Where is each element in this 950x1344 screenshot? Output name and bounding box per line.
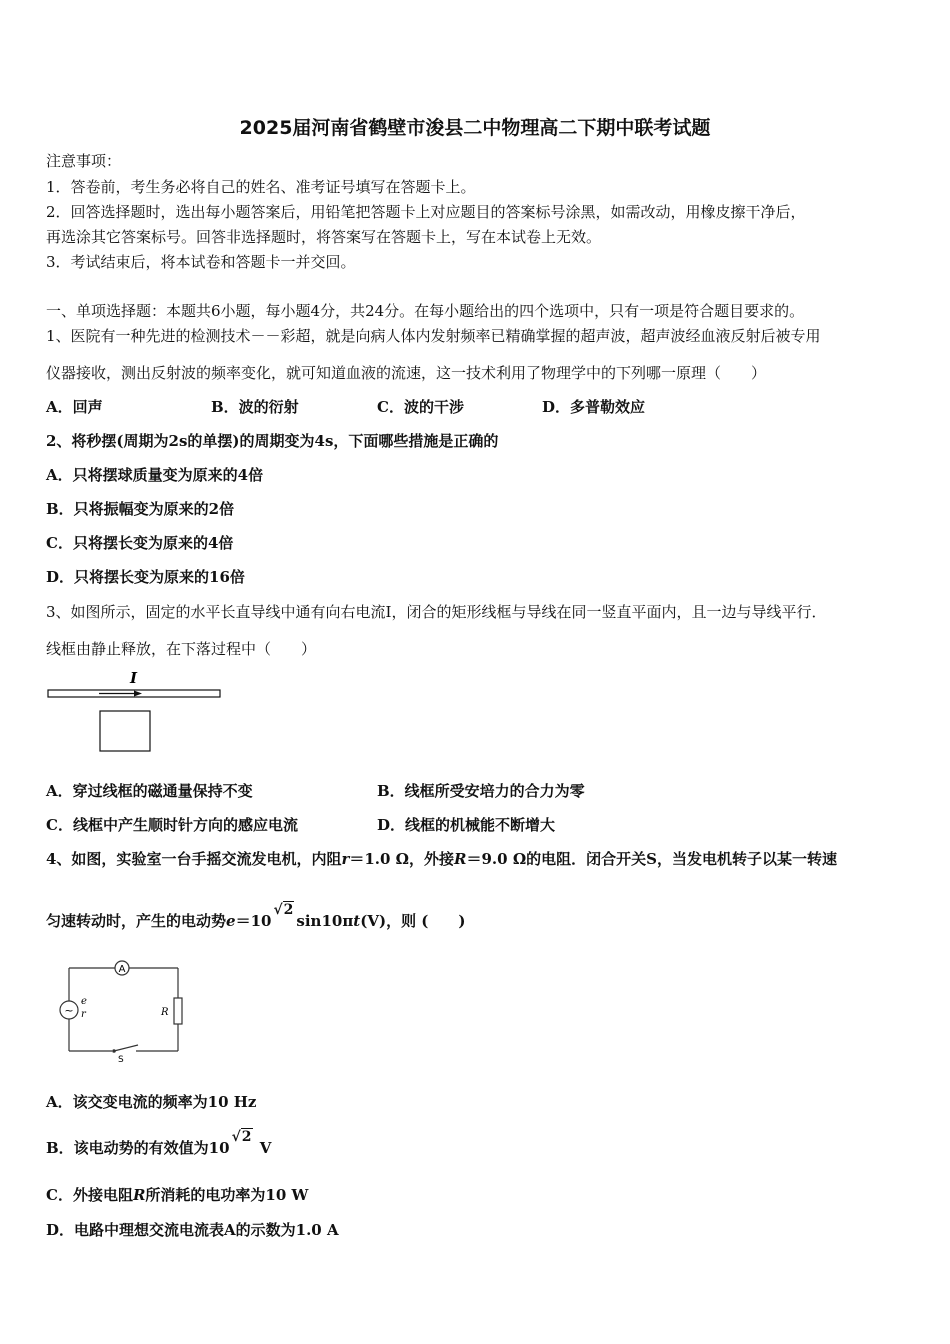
q3-option-d: D．线框的机械能不断增大 [377,816,556,834]
q3-option-a: A．穿过线框的磁通量保持不变 [46,782,253,800]
q2-option-b: B．只将振幅变为原来的2倍 [46,500,235,518]
q2-stem: 2、将秒摆(周期为2s的单摆)的周期变为4s，下面哪些措施是正确的 [46,432,499,450]
q1-stem-line1: 1、医院有一种先进的检测技术－－彩超，就是向病人体内发射频率已精确掌握的超声波，超声波经血液反射后被专用 [46,327,821,345]
q4-option-c: C．外接电阻R所消耗的电功率为10 W [46,1186,309,1204]
internal-resistance-label: r [81,1009,86,1020]
current-label: I [130,669,138,687]
q1-stem-line2: 仪器接收，测出反射波的频率变化，就可知道血液的流速，这一技术利用了物理学中的下列哪一原理（ ） [46,364,767,382]
q4-stem-line2: 匀速转动时，产生的电动势e＝10√2sin10πt(V)，则 ( ) [46,902,466,930]
ac-wave-icon: ~ [64,1004,74,1017]
q1-option-a: A．回声 [46,398,103,416]
notice-heading: 注意事项： [46,152,122,170]
resistor-label: R [161,1007,169,1018]
notice-item-2: 2．回答选择题时，选出每小题答案后，用铅笔把答题卡上对应题目的答案标号涂黑，如需改动，用橡皮擦干净后， [46,203,806,221]
notice-item-3: 3．考试结束后，将本试卷和答题卡一并交回。 [46,253,356,271]
rectangular-loop [100,711,150,751]
q3-option-c: C．线框中产生顺时针方向的感应电流 [46,816,298,834]
q4-option-b: B．该电动势的有效值为10√2 V [46,1129,272,1157]
q3-option-b: B．线框所受安培力的合力为零 [377,782,585,800]
q4-option-d: D．电路中理想交流电流表A的示数为1.0 A [46,1221,339,1239]
q2-option-c: C．只将摆长变为原来的4倍 [46,534,234,552]
q2-option-a: A．只将摆球质量变为原来的4倍 [46,466,264,484]
q1-option-b: B．波的衍射 [211,398,299,416]
q1-option-d: D．多普勒效应 [542,398,646,416]
q3-stem-line1: 3、如图所示，固定的水平长直导线中通有向右电流I，闭合的矩形线框与导线在同一竖直平面内，且一边与导线平行． [46,603,827,621]
q3-stem-line2: 线框由静止释放，在下落过程中（ ） [46,640,317,658]
q3-wire-loop-figure [44,666,224,756]
sqrt-two: √2 [273,902,294,918]
notice-item-1: 1．答卷前，考生务必将自己的姓名、准考证号填写在答题卡上。 [46,178,476,196]
section-heading: 一、单项选择题：本题共6小题，每小题4分，共24分。在每小题给出的四个选项中，只有一项是符合题目要求的。 [46,302,805,320]
emf-label: e [81,996,87,1007]
q2-option-d: D．只将摆长变为原来的16倍 [46,568,245,586]
sqrt-two-b: √2 [231,1129,252,1145]
resistor-icon [174,998,182,1024]
q1-option-c: C．波的干涉 [377,398,464,416]
q4-circuit-figure [52,955,192,1065]
ammeter-label: A [118,964,126,975]
switch-icon [114,1045,138,1051]
q4-stem-line1: 4、如图，实验室一台手摇交流发电机，内阻r＝1.0 Ω，外接R＝9.0 Ω的电阻．闭合开关S，当发电机转子以某一转速 [46,850,838,868]
q4-option-a: A．该交变电流的频率为10 Hz [46,1093,257,1111]
notice-item-2-cont: 再选涂其它答案标号。回答非选择题时，将答案写在答题卡上，写在本试卷上无效。 [46,228,602,246]
current-arrowhead [134,691,142,697]
page-title: 2025届河南省鹤壁市浚县二中物理高二下期中联考试题 [239,117,711,139]
switch-label: S [118,1055,124,1065]
